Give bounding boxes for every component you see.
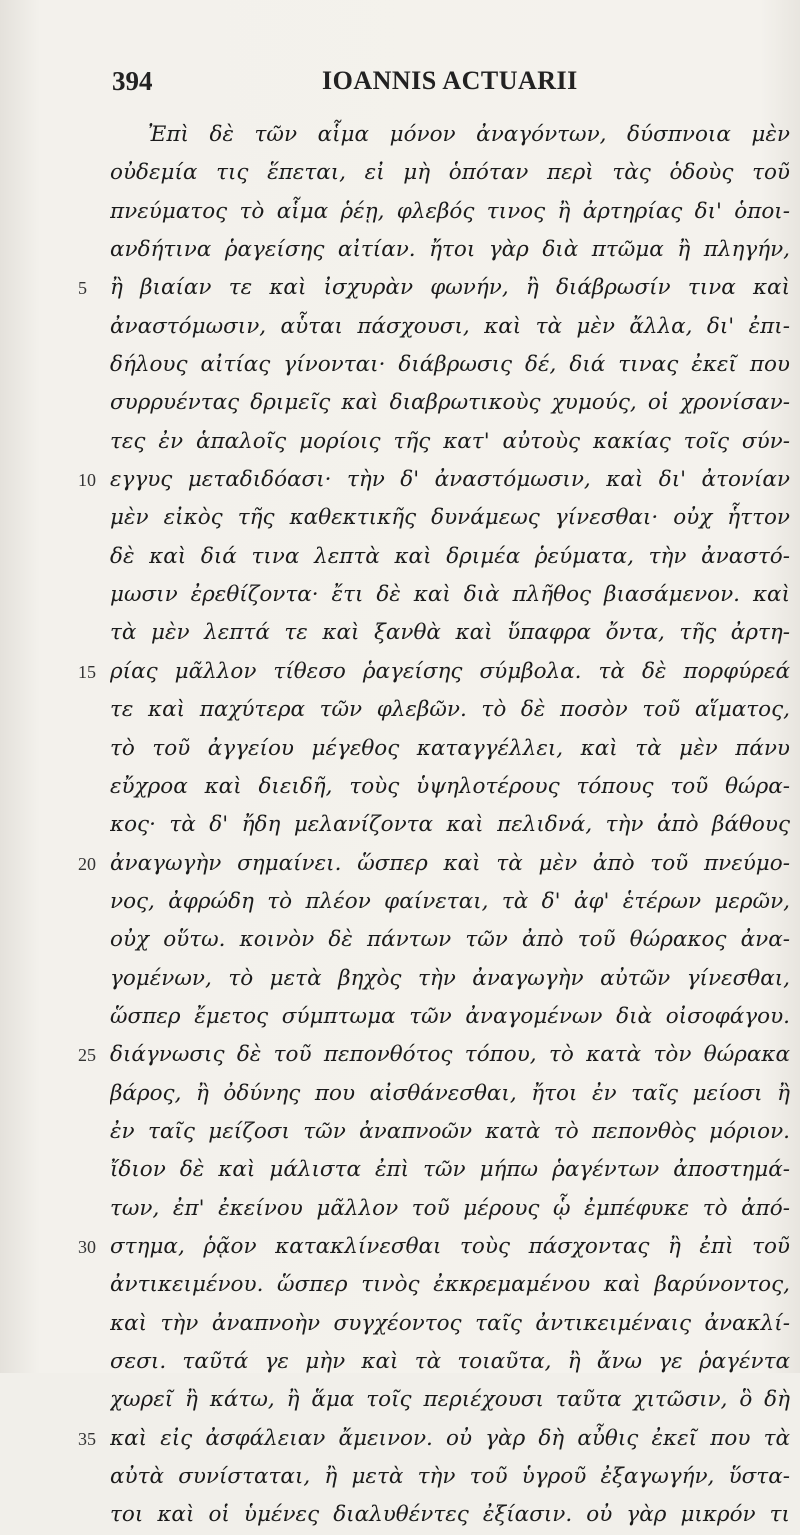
text-line: [0, 1190, 800, 1228]
line-number: 35: [78, 1428, 96, 1449]
line-text: συρρυέντας δριμεῖς καὶ διαβρωτικοὺς χυμούς, οἱ χρονίσαν-: [110, 390, 790, 416]
text-line: [0, 806, 800, 844]
text-line: [0, 960, 800, 998]
line-text: των, ἐπ' ἐκείνου μᾶλλον τοῦ μέρους ᾧ ἐμπέφυκε τὸ ἀπό-: [110, 1195, 790, 1221]
text-line: [0, 269, 800, 307]
text-line: [0, 1458, 800, 1496]
text-line: [0, 576, 800, 614]
text-line: [0, 308, 800, 346]
line-text: τοι καὶ οἱ ὑμένες διαλυθέντες ἐξίασιν. οὐ γὰρ μικρόν τι: [110, 1502, 790, 1528]
text-line: [0, 921, 800, 959]
line-text: ἴδιον δὲ καὶ μάλιστα ἐπὶ τῶν μήπω ῥαγέντων ἀποστημά-: [110, 1157, 790, 1183]
text-line: [0, 1496, 800, 1534]
line-number: 15: [78, 661, 96, 682]
text-line: [0, 614, 800, 652]
line-text: ἢ βιαίαν τε καὶ ἰσχυρὰν φωνήν, ἢ διάβρωσίν τινα καὶ: [110, 275, 790, 301]
line-number: 25: [78, 1045, 96, 1066]
line-text: ἐν ταῖς μείζοσι τῶν ἀναπνοῶν κατὰ τὸ πεπονθὸς μόριον.: [110, 1118, 790, 1144]
line-text: διάγνωσις δὲ τοῦ πεπονθότος τόπου, τὸ κατὰ τὸν θώρακα: [110, 1042, 790, 1068]
line-text: τὰ μὲν λεπτά τε καὶ ξανθὰ καὶ ὕπαφρα ὄντα, τῆς ἀρτη-: [110, 620, 790, 646]
text-line: [0, 423, 800, 461]
text-line: [0, 1113, 800, 1151]
line-text: στημα, ῥᾷον κατακλίνεσθαι τοὺς πάσχοντας ἢ ἐπὶ τοῦ: [110, 1233, 790, 1259]
body-text: [0, 116, 800, 1535]
line-text: τε καὶ παχύτερα τῶν φλεβῶν. τὸ δὲ ποσὸν τοῦ αἵματος,: [110, 697, 790, 723]
text-line: [0, 384, 800, 422]
line-text: οὐχ οὕτω. κοινὸν δὲ πάντων τῶν ἀπὸ τοῦ θώρακος ἀνα-: [110, 927, 790, 953]
text-line: [0, 653, 800, 691]
line-number: 20: [78, 853, 96, 874]
line-text: ἀντικειμένου. ὥσπερ τινὸς ἐκκρεμαμένου καὶ βαρύνοντος,: [110, 1272, 790, 1298]
line-text: χωρεῖ ἢ κάτω, ἢ ἅμα τοῖς περιέχουσι ταῦτα χιτῶσιν, ὃ δὴ: [110, 1387, 790, 1413]
text-line: [0, 1266, 800, 1304]
line-text: νος, ἀφρώδη τὸ πλέον φαίνεται, τὰ δ' ἀφ' ἑτέρων μερῶν,: [110, 888, 790, 914]
text-line: [0, 499, 800, 537]
line-text: μωσιν ἐρεθίζοντα· ἔτι δὲ καὶ διὰ πλῆθος βιασάμενον. καὶ: [110, 582, 790, 608]
line-text: ανδήτινα ῥαγείσης αἰτίαν. ἤτοι γὰρ διὰ πτῶμα ἢ πληγήν,: [110, 237, 790, 263]
line-text: δήλους αἰτίας γίνονται· διάβρωσις δέ, διά τινας ἐκεῖ που: [110, 352, 790, 378]
text-line: [0, 1036, 800, 1074]
text-line: [0, 691, 800, 729]
text-line: [0, 883, 800, 921]
line-number: 30: [78, 1236, 96, 1257]
line-text: βάρος, ἢ ὀδύνης που αἰσθάνεσθαι, ἤτοι ἐν ταῖς μείοσι ἢ: [110, 1080, 790, 1106]
line-text: ἀναγωγὴν σημαίνει. ὥσπερ καὶ τὰ μὲν ἀπὸ τοῦ πνεύμο-: [110, 850, 790, 876]
line-text: εὔχροα καὶ διειδῆ, τοὺς ὑψηλοτέρους τόπους τοῦ θώρα-: [110, 773, 790, 799]
text-line: [0, 154, 800, 192]
text-line: [0, 845, 800, 883]
line-text: εγγυς μεταδιδόασι· τὴν δ' ἀναστόμωσιν, καὶ δι' ἀτονίαν: [110, 467, 790, 493]
line-number: 5: [78, 278, 87, 299]
line-text: σεσι. ταῦτά γε μὴν καὶ τὰ τοιαῦτα, ἢ ἄνω γε ῥαγέντα: [110, 1349, 790, 1374]
line-text: πνεύματος τὸ αἷμα ῥέῃ, φλεβός τινος ἢ ἀρτηρίας δι' ὁποι-: [110, 198, 790, 224]
line-text: τὸ τοῦ ἀγγείου μέγεθος καταγγέλλει, καὶ τὰ μὲν πάνυ: [110, 735, 790, 761]
text-line: [0, 1343, 800, 1381]
text-line: [0, 1305, 800, 1343]
text-line: [0, 1151, 800, 1189]
line-text: καὶ εἰς ἀσφάλειαν ἄμεινον. οὐ γὰρ δὴ αὖθις ἐκεῖ που τὰ: [110, 1425, 790, 1451]
text-line: [0, 1228, 800, 1266]
text-line: [0, 1075, 800, 1113]
page-header: [112, 66, 792, 106]
text-line: [0, 730, 800, 768]
text-line: [0, 998, 800, 1036]
line-text: οὐδεμία τις ἕπεται, εἰ μὴ ὁπόταν περὶ τὰς ὁδοὺς τοῦ: [110, 160, 790, 186]
text-line: [0, 193, 800, 231]
line-text: γομένων, τὸ μετὰ βηχὸς τὴν ἀναγωγὴν αὐτῶν γίνεσθαι,: [110, 965, 790, 991]
line-number: 10: [78, 470, 96, 491]
running-title: IOANNIS ACTUARII: [322, 66, 578, 95]
text-line: [0, 116, 800, 154]
line-text: μὲν εἰκὸς τῆς καθεκτικῆς δυνάμεως γίνεσθαι· οὐχ ἧττον: [110, 505, 790, 531]
line-text: ὥσπερ ἔμετος σύμπτωμα τῶν ἀναγομένων διὰ οἰσοφάγου.: [110, 1003, 790, 1029]
text-line: [0, 768, 800, 806]
text-line: [0, 1420, 800, 1458]
text-line: [0, 538, 800, 576]
text-line: [0, 231, 800, 269]
line-text: αὐτὰ συνίσταται, ἢ μετὰ τὴν τοῦ ὑγροῦ ἐξαγωγήν, ὕστα-: [110, 1464, 790, 1490]
line-text: δὲ καὶ διά τινα λεπτὰ καὶ δριμέα ῥεύματα, τὴν ἀναστό-: [110, 543, 790, 569]
line-text: τες ἐν ἁπαλοῖς μορίοις τῆς κατ' αὐτοὺς κακίας τοῖς σύν-: [110, 428, 790, 454]
line-text: Ἐπὶ δὲ τῶν αἷμα μόνον ἀναγόντων, δύσπνοια μὲν: [148, 122, 790, 147]
line-text: ἀναστόμωσιν, αὗται πάσχουσι, καὶ τὰ μὲν ἄλλα, δι' ἐπι-: [110, 313, 790, 339]
text-line: [0, 1381, 800, 1419]
page-number: 394: [112, 66, 153, 96]
line-text: ρίας μᾶλλον τίθεσο ῥαγείσης σύμβολα. τὰ δὲ πορφύρεά: [110, 658, 790, 684]
text-line: [0, 461, 800, 499]
line-text: καὶ τὴν ἀναπνοὴν συγχέοντος ταῖς ἀντικειμέναις ἀνακλί-: [110, 1310, 790, 1336]
text-line: [0, 346, 800, 384]
line-text: κος· τὰ δ' ἤδη μελανίζοντα καὶ πελιδνά, τὴν ἀπὸ βάθους: [110, 812, 790, 838]
